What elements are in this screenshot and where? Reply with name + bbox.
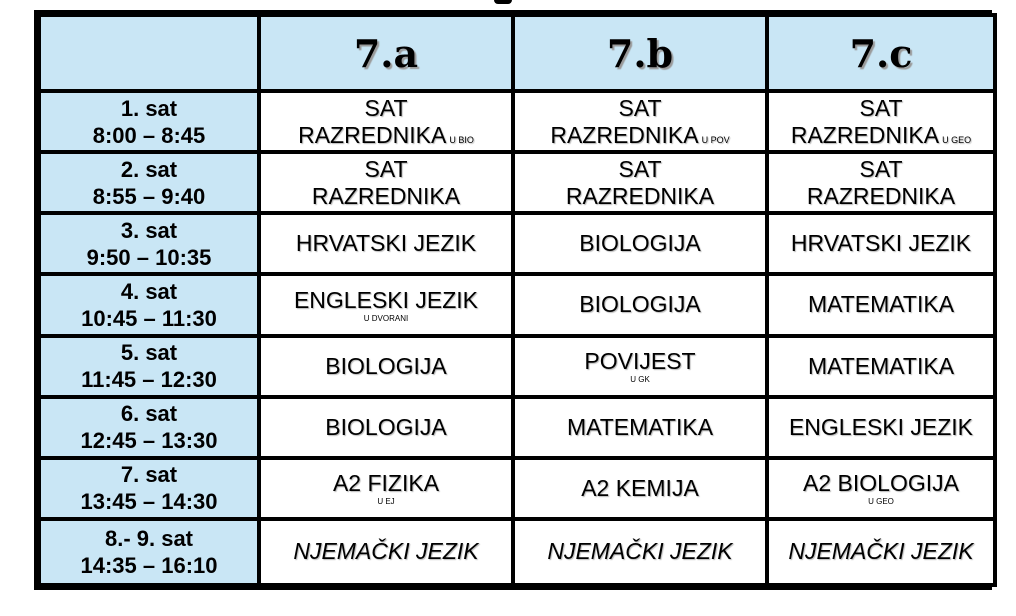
lesson-cell	[515, 460, 765, 517]
table-row	[41, 521, 993, 583]
class-label: 7.c	[849, 30, 913, 76]
period-time: 8:00 – 8:45	[92, 122, 206, 148]
lesson-cell	[515, 215, 765, 272]
period-cell	[41, 215, 257, 272]
room-note: U GK	[630, 375, 650, 385]
room-note: U DVORANI	[363, 313, 409, 323]
lesson-cell	[261, 276, 511, 333]
subject-text: BIOLOGIJA	[325, 413, 447, 440]
timetable	[37, 13, 997, 587]
lesson-cell	[515, 399, 765, 456]
period-time: 9:50 – 10:35	[86, 244, 212, 270]
table-row	[41, 399, 993, 456]
period-time: 13:45 – 14:30	[80, 489, 218, 515]
lesson-cell	[769, 215, 993, 272]
room-note: U GEO	[942, 134, 972, 145]
room-note: U GEO	[868, 497, 894, 507]
period-cell	[41, 521, 257, 583]
class-label: 7.b	[606, 30, 674, 76]
subject-text: MATEMATIKA	[807, 352, 955, 379]
room-note: U EJ	[377, 497, 395, 507]
subject-line: RAZREDNIKA	[806, 182, 956, 209]
lesson-cell	[261, 93, 511, 150]
subject-text: HRVATSKI JEZIK	[790, 230, 972, 257]
class-header-7c	[769, 17, 993, 89]
subject-text: ENGLESKI JEZIK	[293, 286, 479, 313]
period-cell	[41, 93, 257, 150]
subject-line: SAT	[859, 155, 903, 182]
period-time: 10:45 – 11:30	[81, 305, 217, 331]
subject-line: RAZREDNIKA	[790, 121, 940, 148]
room-note: U POV	[701, 134, 730, 145]
period-number: 5. sat	[120, 340, 178, 366]
table-row	[41, 215, 993, 272]
lesson-cell	[769, 93, 993, 150]
table-row	[41, 460, 993, 517]
table-row	[41, 93, 993, 150]
room-note: U BIO	[449, 134, 474, 145]
period-time: 11:45 – 12:30	[81, 367, 217, 393]
lesson-cell	[769, 154, 993, 211]
period-time: 12:45 – 13:30	[80, 428, 218, 454]
subject-line: SAT	[364, 155, 408, 182]
lesson-cell	[261, 215, 511, 272]
period-cell	[41, 460, 257, 517]
class-header-7a	[261, 17, 511, 89]
subject-text: HRVATSKI JEZIK	[295, 230, 477, 257]
lesson-cell	[769, 276, 993, 333]
timetable-frame	[34, 10, 992, 590]
subject-line: RAZREDNIKA	[298, 121, 447, 148]
cropped-title-fragment	[494, 0, 512, 4]
subject-text: A2 BIOLOGIJA	[803, 470, 959, 497]
period-number: 6. sat	[120, 401, 178, 427]
lesson-cell	[515, 338, 765, 395]
lesson-cell	[261, 460, 511, 517]
subject-text: NJEMAČKI JEZIK	[788, 538, 974, 565]
lesson-cell	[515, 154, 765, 211]
subject-line: RAZREDNIKA	[565, 182, 715, 209]
period-time: 8:55 – 9:40	[92, 183, 206, 209]
period-cell	[41, 338, 257, 395]
period-cell	[41, 276, 257, 333]
period-number: 3. sat	[120, 217, 178, 243]
lesson-cell	[769, 460, 993, 517]
lesson-cell	[261, 521, 511, 583]
lesson-cell	[261, 399, 511, 456]
class-label: 7.a	[353, 30, 419, 76]
lesson-cell	[769, 399, 993, 456]
lesson-cell	[515, 93, 765, 150]
subject-text: ENGLESKI JEZIK	[788, 413, 974, 440]
table-row	[41, 338, 993, 395]
period-time: 14:35 – 16:10	[80, 552, 218, 578]
subject-text: A2 FIZIKA	[332, 470, 440, 497]
period-cell	[41, 154, 257, 211]
subject-text: BIOLOGIJA	[579, 230, 701, 257]
subject-line: RAZREDNIKA	[550, 121, 699, 148]
lesson-cell	[769, 338, 993, 395]
subject-line: SAT	[859, 94, 903, 121]
subject-text: BIOLOGIJA	[579, 291, 701, 318]
lesson-cell	[515, 276, 765, 333]
header-row	[41, 17, 993, 89]
subject-text: NJEMAČKI JEZIK	[293, 538, 479, 565]
period-cell	[41, 399, 257, 456]
subject-text: MATEMATIKA	[566, 413, 714, 440]
lesson-cell	[261, 338, 511, 395]
subject-text: POVIJEST	[584, 348, 696, 375]
subject-text: NJEMAČKI JEZIK	[547, 538, 733, 565]
subject-line: SAT	[618, 94, 662, 121]
period-number: 4. sat	[120, 278, 178, 304]
lesson-cell	[515, 521, 765, 583]
subject-text: MATEMATIKA	[807, 291, 955, 318]
subject-line: SAT	[618, 155, 662, 182]
table-row	[41, 154, 993, 211]
period-number: 8.- 9. sat	[104, 525, 194, 551]
subject-text: A2 KEMIJA	[581, 474, 699, 501]
subject-text: BIOLOGIJA	[325, 352, 447, 379]
lesson-cell	[261, 154, 511, 211]
period-number: 1. sat	[120, 95, 178, 121]
subject-line: RAZREDNIKA	[311, 182, 461, 209]
period-number: 2. sat	[120, 156, 178, 182]
lesson-cell	[769, 521, 993, 583]
corner-cell	[41, 17, 257, 89]
class-header-7b	[515, 17, 765, 89]
table-row	[41, 276, 993, 333]
subject-line: SAT	[364, 94, 408, 121]
period-number: 7. sat	[120, 462, 178, 488]
